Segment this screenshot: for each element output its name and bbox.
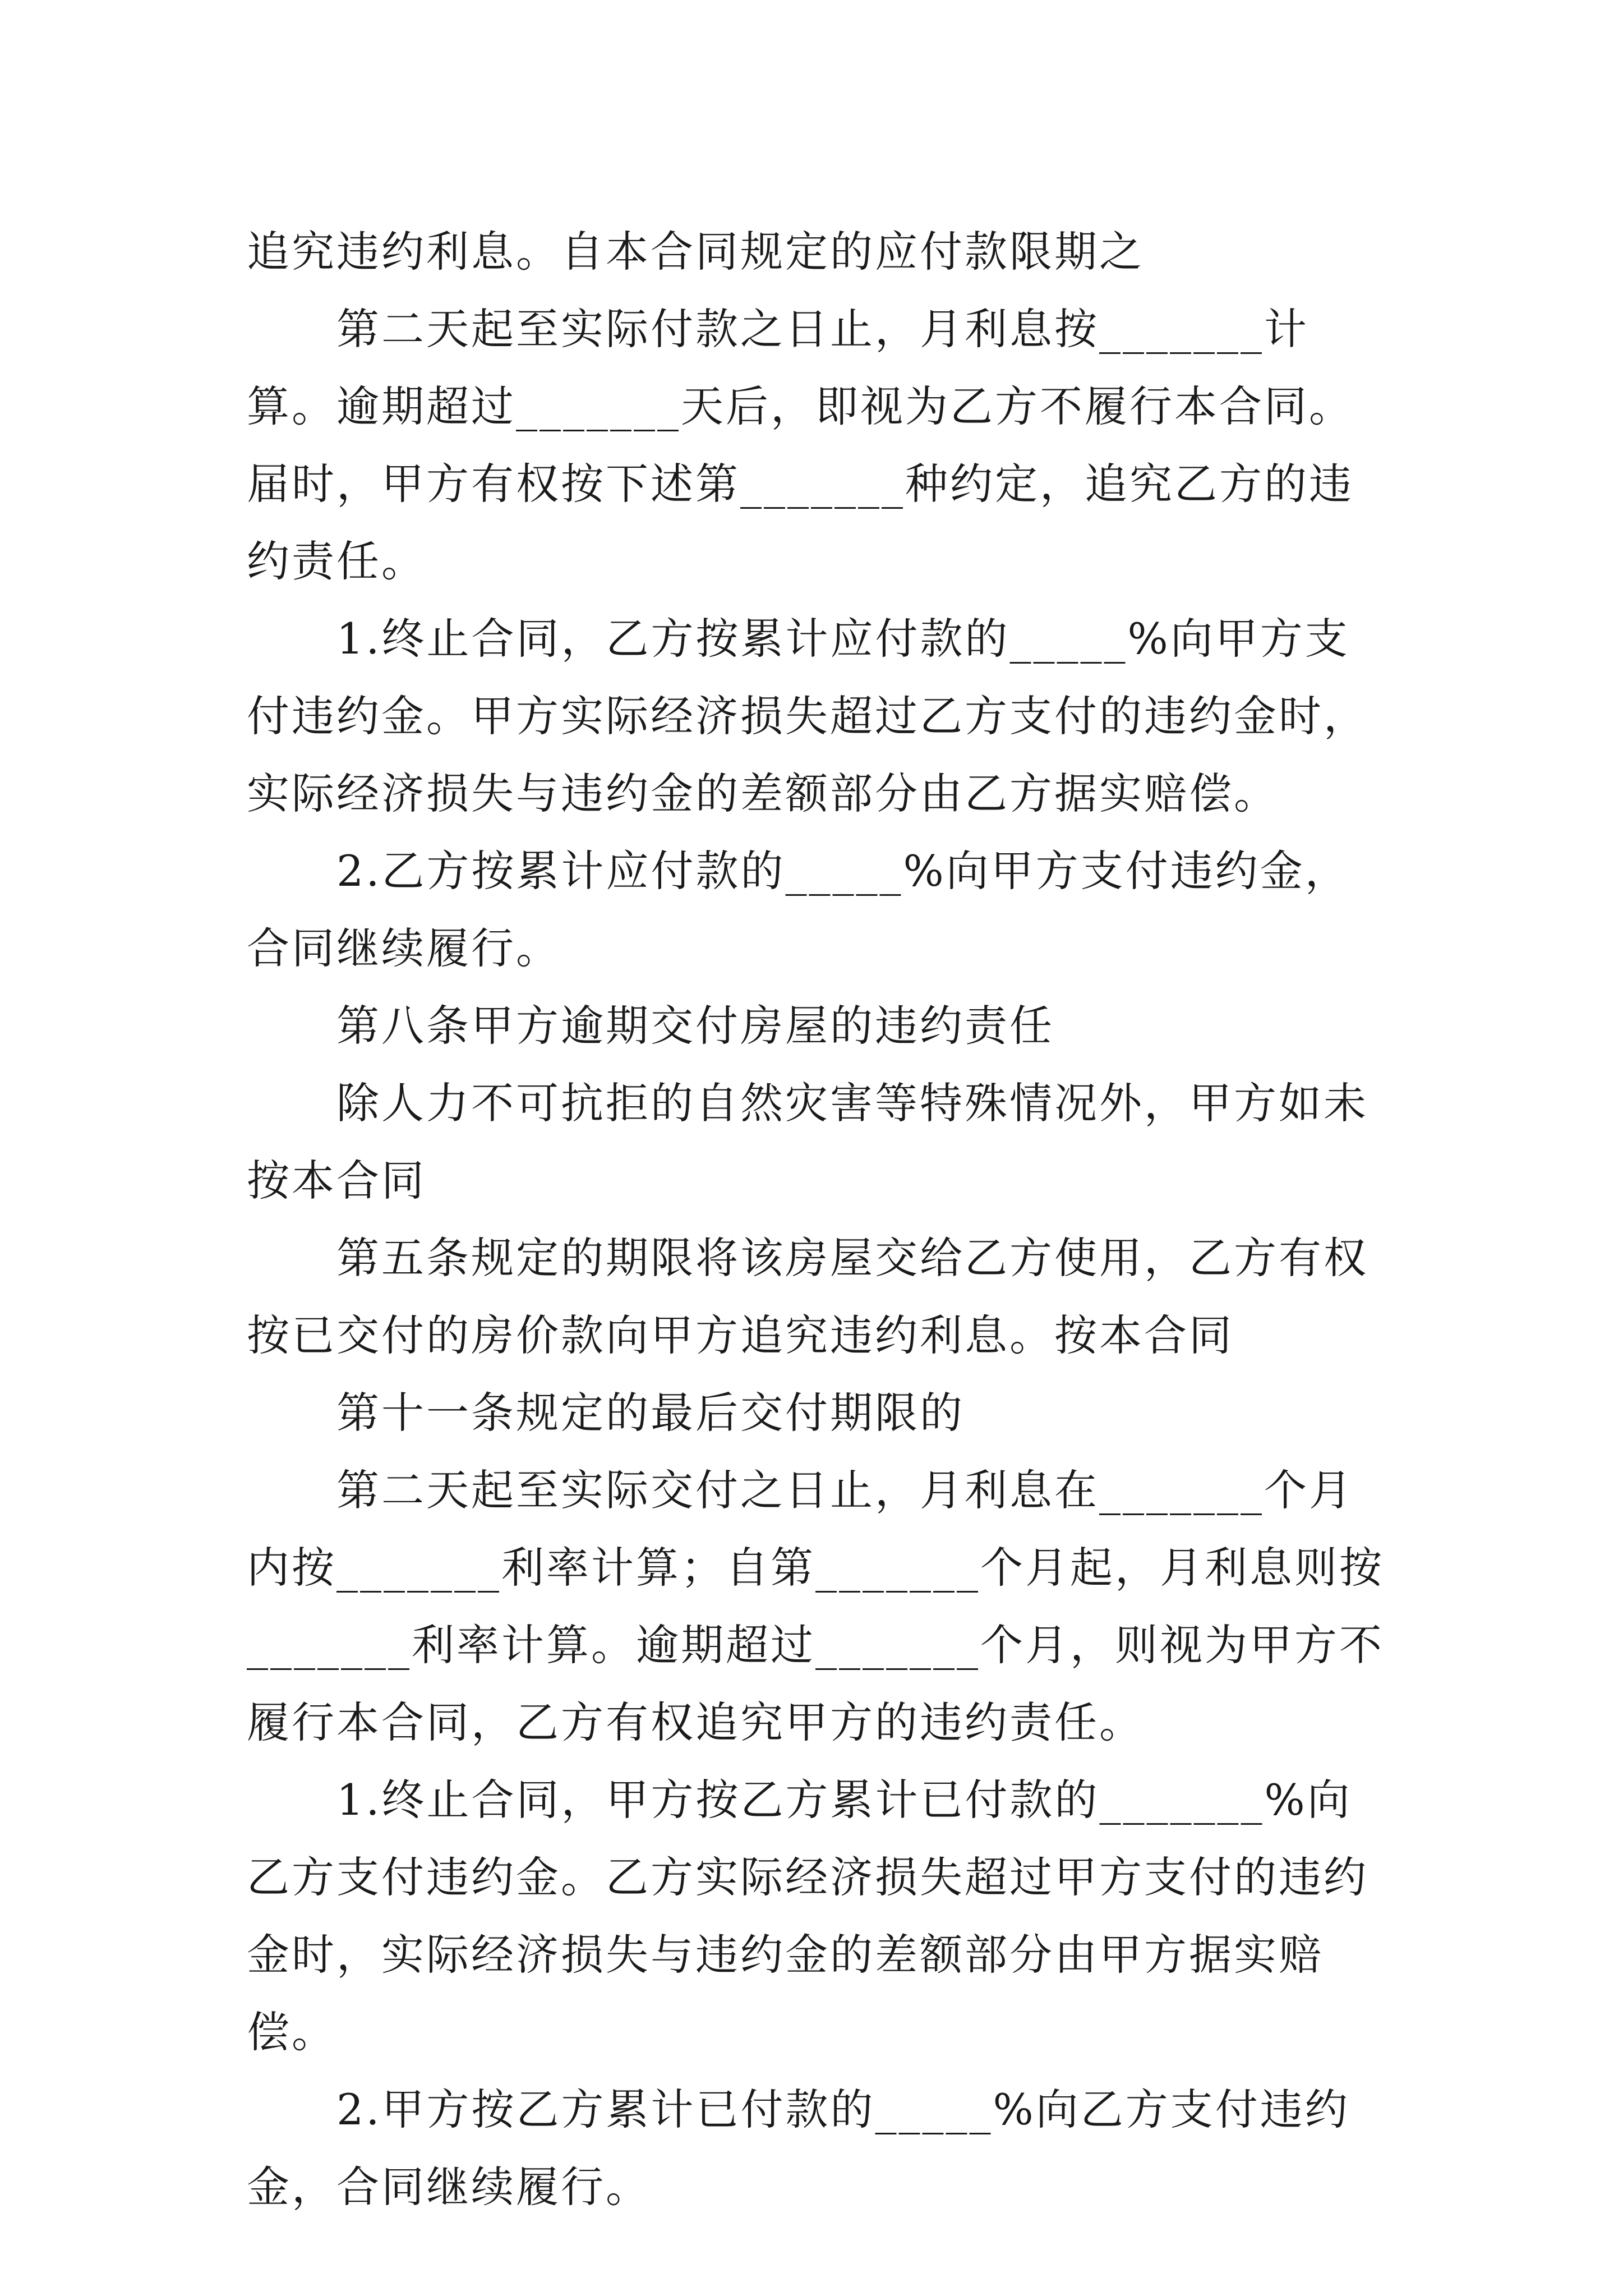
paragraph-article-5-reference: 第五条规定的期限将该房屋交给乙方使用，乙方有权按已交付的房价款向甲方追究违约利息。按本合同 — [247, 1233, 1368, 1360]
paragraph-seller-late-delivery-interest: 第二天起至实际交付之日止，月利息在_______个月内按_______利率计算；自第_______个月起，月利息则按_______利率计算。逾期超过_______个月，则视为甲方不履行本合同，乙方有权追究甲方的违约责任。 — [247, 1465, 1384, 1747]
paragraph-buyer-option-1: 1.终止合同，乙方按累计应付款的_____%向甲方支付违约金。甲方实际经济损失超过乙方支付的违约金时，实际经济损失与违约金的差额部分由乙方据实赔偿。 — [247, 614, 1368, 818]
paragraph-seller-option-2: 2.甲方按乙方累计已付款的_____%向乙方支付违约金，合同继续履行。 — [247, 2085, 1350, 2212]
paragraph-seller-option-1: 1.终止合同，甲方按乙方累计已付款的_______%向乙方支付违约金。乙方实际经济损失超过甲方支付的违约金时，实际经济损失与违约金的差额部分由甲方据实赔偿。 — [247, 1775, 1368, 2057]
paragraph-buyer-late-payment-interest: 第二天起至实际付款之日止，月利息按_______计算。逾期超过_______天后，即视为乙方不履行本合同。届时，甲方有权按下述第_______种约定，追究乙方的违约责任。 — [247, 304, 1354, 586]
paragraph-continuation: 追究违约利息。自本合同规定的应付款限期之 — [247, 227, 1144, 277]
paragraph-buyer-option-2: 2.乙方按累计应付款的_____%向甲方支付违约金，合同继续履行。 — [247, 846, 1350, 973]
paragraph-article-11-reference: 第十一条规定的最后交付期限的 — [336, 1388, 965, 1438]
paragraph-seller-delay-intro: 除人力不可抗拒的自然灾害等特殊情况外，甲方如未按本合同 — [247, 1078, 1368, 1205]
article-8-heading: 第八条甲方逾期交付房屋的违约责任 — [336, 1001, 1054, 1051]
document-body — [247, 213, 1391, 2226]
